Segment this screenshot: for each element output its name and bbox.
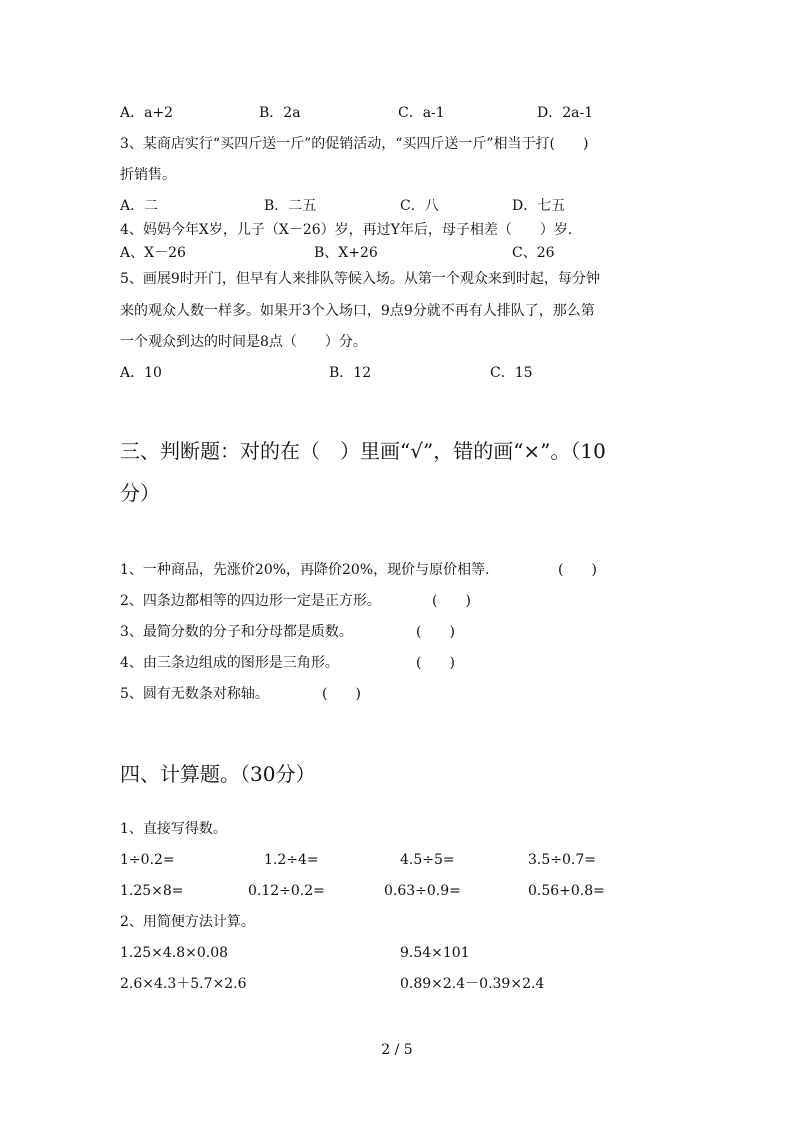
calc-item-3-2: 9.54×101 <box>400 945 470 961</box>
q2-option-b: B．2a <box>259 105 301 121</box>
calc-item-2-2: 0.12÷0.2= <box>248 883 325 899</box>
calc-item-2-1: 1.25×8= <box>120 883 184 899</box>
tf-item-4-blank: ( ) <box>416 655 455 671</box>
calc-subheading-1: 1、直接写得数。 <box>120 821 227 837</box>
q4-option-b: B、X+26 <box>314 245 378 261</box>
q5-option-b: B．12 <box>329 365 372 381</box>
calc-item-1-4: 3.5÷0.7= <box>528 852 596 868</box>
tf-item-5-blank: ( ) <box>322 686 361 702</box>
q4-option-a: A、X－26 <box>120 245 186 261</box>
q3-option-a: A．二 <box>120 198 159 214</box>
calc-item-2-3: 0.63÷0.9= <box>384 883 461 899</box>
calc-item-4-2: 0.89×2.4－0.39×2.4 <box>400 976 545 992</box>
q3-option-c: C．八 <box>400 198 439 214</box>
q3-text-line2: 折销售。 <box>120 167 176 183</box>
q3-option-d: D．七五 <box>512 198 566 214</box>
tf-item-5-text: 5、圆有无数条对称轴。 <box>120 686 269 702</box>
calc-item-3-1: 1.25×4.8×0.08 <box>120 945 229 961</box>
calc-item-4-1: 2.6×4.3＋5.7×2.6 <box>120 976 247 992</box>
tf-item-1-blank: ( ) <box>558 562 597 578</box>
page-number: 2 / 5 <box>381 1042 413 1058</box>
tf-item-2-text: 2、四条边都相等的四边形一定是正方形。 <box>120 593 381 609</box>
calc-item-1-2: 1.2÷4= <box>264 852 319 868</box>
calc-item-1-3: 4.5÷5= <box>400 852 455 868</box>
tf-item-2-blank: ( ) <box>432 593 471 609</box>
calc-subheading-2: 2、用简便方法计算。 <box>120 914 255 930</box>
tf-item-3-text: 3、最简分数的分子和分母都是质数。 <box>120 624 353 640</box>
q5-option-a: A．10 <box>120 365 162 381</box>
section3-title-line2: 分） <box>120 481 160 505</box>
q4-option-c: C、26 <box>512 245 555 261</box>
calc-item-2-4: 0.56+0.8= <box>528 883 605 899</box>
q5-text-line3: 一个观众到达的时间是8点（ ）分。 <box>120 334 367 350</box>
q2-option-c: C．a-1 <box>398 105 445 121</box>
calc-item-1-1: 1÷0.2= <box>120 852 175 868</box>
q2-option-a: A．a+2 <box>120 105 174 121</box>
tf-item-4-text: 4、由三条边组成的图形是三角形。 <box>120 655 339 671</box>
q2-option-d: D．2a-1 <box>537 105 594 121</box>
q5-text-line1: 5、画展9时开门，但早有人来排队等候入场。从第一个观众来到时起，每分钟 <box>120 271 600 287</box>
tf-item-3-blank: ( ) <box>416 624 455 640</box>
q5-option-c: C．15 <box>490 365 533 381</box>
q4-text: 4、妈妈今年X岁，儿子（X－26）岁，再过Y年后，母子相差（ ）岁. <box>120 222 573 238</box>
section4-title: 四、计算题。（30分） <box>120 762 316 786</box>
q3-option-b: B．二五 <box>264 198 317 214</box>
section3-title-line1: 三、判断题：对的在（ ）里画“√”，错的画“×”。（10 <box>120 439 606 463</box>
q5-text-line2: 来的观众人数一样多。如果开3个入场口，9点9分就不再有人排队了，那么第 <box>120 303 595 319</box>
tf-item-1-text: 1、一种商品，先涨价20%，再降价20%，现价与原价相等. <box>120 562 490 578</box>
q3-text-line1: 3、某商店实行“买四斤送一斤”的促销活动，“买四斤送一斤”相当于打( ) <box>120 136 589 152</box>
